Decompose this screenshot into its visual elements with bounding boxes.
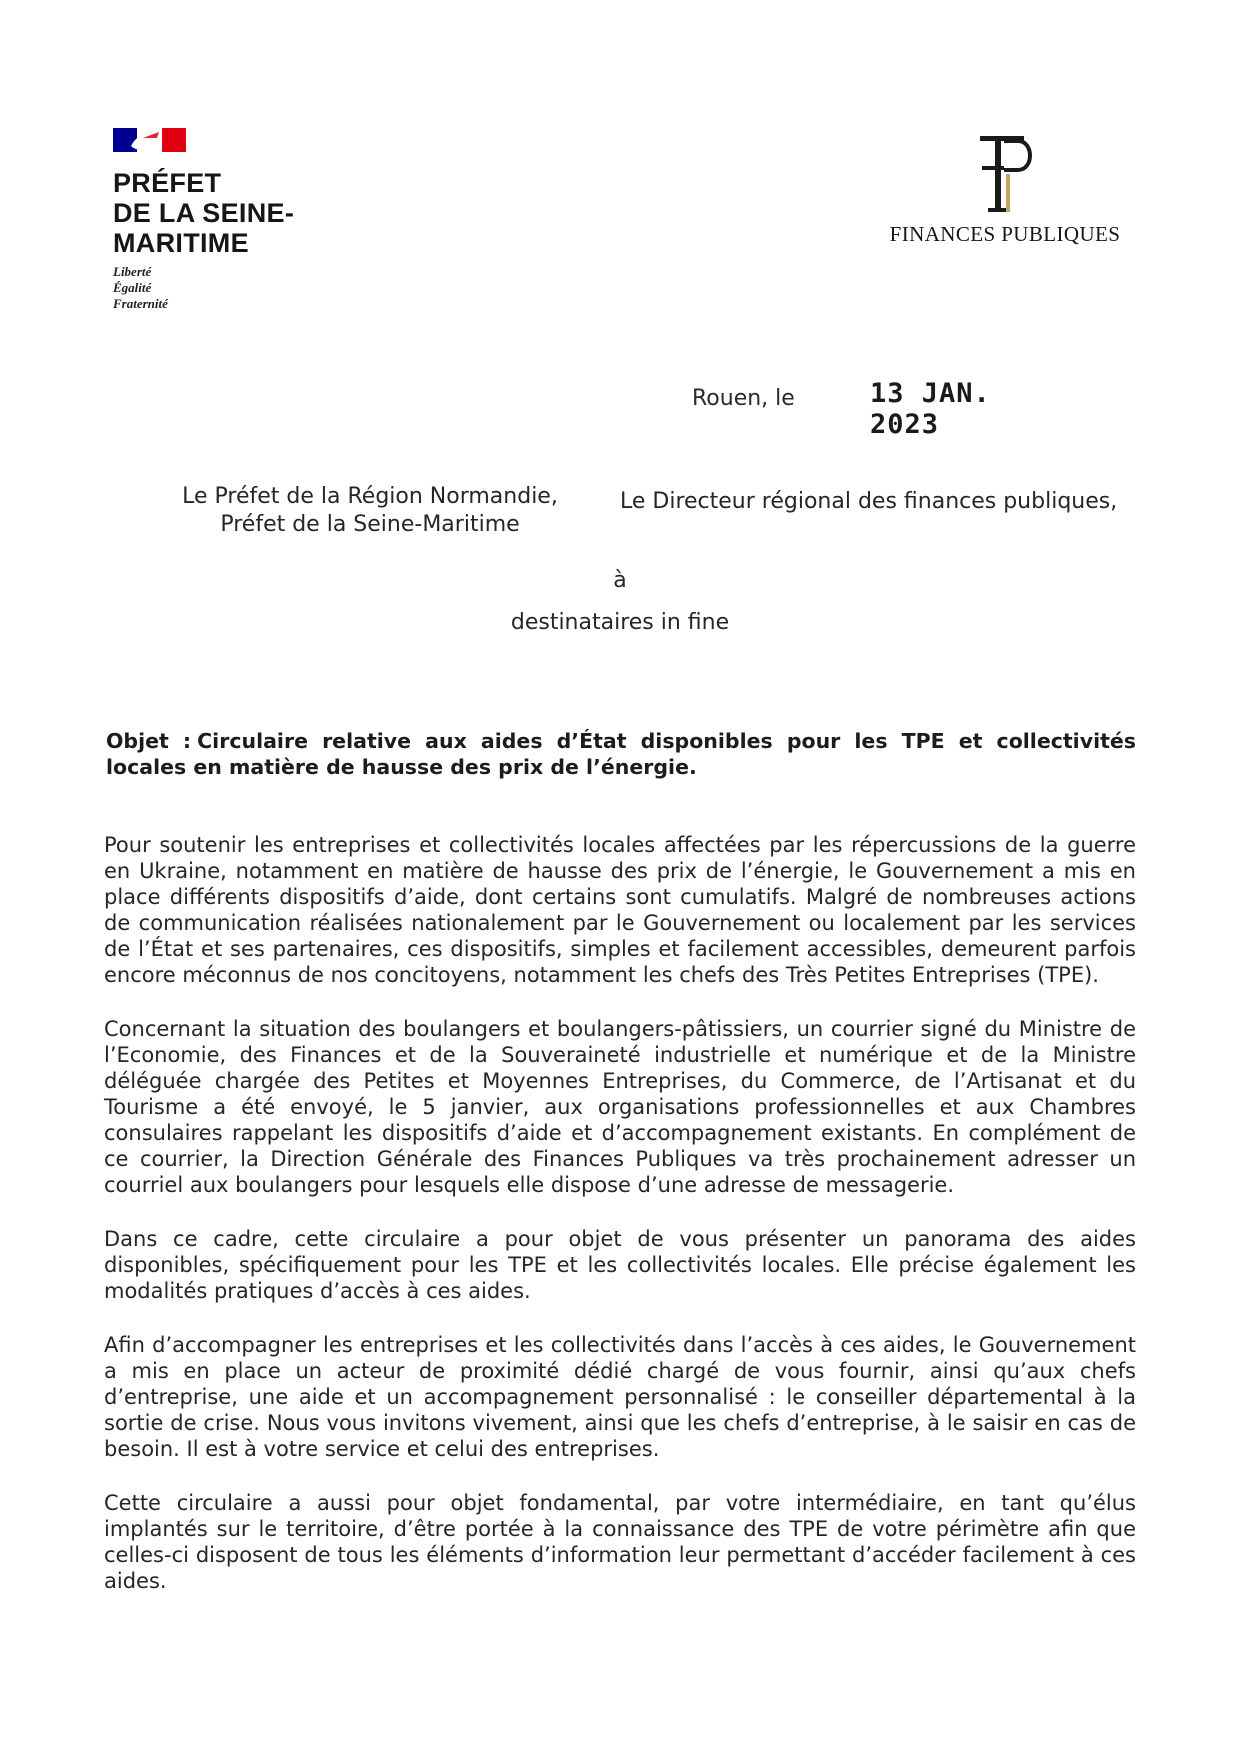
motto-line: Égalité xyxy=(113,280,152,295)
marianne-flag-icon xyxy=(113,126,186,154)
sender-line: Le Préfet de la Région Normandie, xyxy=(182,484,558,509)
body-paragraph: Dans ce cadre, cette circulaire a pour objet de vous présenter un panorama des aides disponibles, spécifiquement pour les TPE et les collectivités locales. Elle précise également les modalités pratiques d’accès à ces aides. xyxy=(104,1227,1136,1303)
subject-text: Circulaire relative aux aides d’État disponibles pour les TPE et collectivités locales en matière de hausse des prix de l’énergie. xyxy=(106,729,1137,779)
date-stamp: 13 JAN. 2023 xyxy=(870,378,991,440)
subject-label: Objet : xyxy=(106,729,192,753)
subject-line xyxy=(106,728,1136,780)
body-paragraph: Afin d’accompagner les entreprises et les collectivités dans l’accès à ces aides, le Gouvernement a mis en place un acteur de proximité dédié chargé de vous fournir, ainsi qu’aux chefs d’entreprise, une aide et un accompagnement personnalisé : le conseiller départemental à la sortie de crise. Nous vous invitons vivement, ainsi que les chefs d’entreprise, à le saisir en cas de besoin. Il est à votre service et celui des entreprises. xyxy=(104,1333,1136,1461)
republic-motto xyxy=(113,264,373,312)
sender-prefect xyxy=(160,483,580,539)
prefecture-name-line: MARITIME xyxy=(113,228,249,258)
sender-director: Le Directeur régional des finances publiques, xyxy=(620,489,1118,514)
prefecture-block xyxy=(113,126,373,312)
fp-monogram-icon xyxy=(960,130,1050,216)
finances-publiques-name: FINANCES PUBLIQUES xyxy=(889,222,1121,246)
motto-line: Liberté xyxy=(113,264,152,279)
letter-body xyxy=(104,832,1136,1622)
finances-publiques-block xyxy=(870,130,1140,247)
sender-line: Préfet de la Seine-Maritime xyxy=(220,512,520,537)
prefecture-name-line: PRÉFET xyxy=(113,168,222,198)
motto-line: Fraternité xyxy=(113,296,168,311)
prefecture-name-line: DE LA SEINE- xyxy=(113,198,295,228)
body-paragraph: Cette circulaire a aussi pour objet fondamental, par votre intermédiaire, en tant qu’élus implantés sur le territoire, d’être portée à la connaissance des TPE de votre périmètre afin que celles-ci disposent de tous les éléments d’information leur permettant d’accéder facilement à ces aides. xyxy=(104,1491,1136,1593)
prefecture-name xyxy=(113,168,373,258)
body-paragraph: Pour soutenir les entreprises et collectivités locales affectées par les répercussions de la guerre en Ukraine, notamment en matière de hausse des prix de l’énergie, le Gouvernement a mis en place différents dispositifs d’aide, dont certains sont cumulatifs. Malgré de nombreuses actions de communication réalisées nationalement par le Gouvernement ou localement par les services de l’État et ses partenaires, ces dispositifs, simples et facilement accessibles, demeurent parfois encore méconnus de nos concitoyens, notamment les chefs des Très Petites Entreprises (TPE). xyxy=(104,833,1136,987)
recipients: destinataires in fine xyxy=(510,610,730,635)
body-paragraph: Concernant la situation des boulangers et boulangers-pâtissiers, un courrier signé du Ministre de l’Economie, des Finances et de la Souveraineté industrielle et numérique et de la Ministre déléguée chargée des Petites et Moyennes Entreprises, du Commerce, de l’Artisanat et du Tourisme a été envoyé, le 5 janvier, aux organisations professionnelles et aux Chambres consulaires rappelant les dispositifs d’aide et d’accompagnement existants. En complément de ce courrier, la Direction Générale des Finances Publiques va très prochainement adresser un courriel aux boulangers pour lesquels elle dispose d’une adresse de messagerie. xyxy=(104,1017,1136,1197)
to-word: à xyxy=(613,568,627,593)
date-place: Rouen, le xyxy=(692,386,795,411)
date-line xyxy=(692,378,1072,440)
